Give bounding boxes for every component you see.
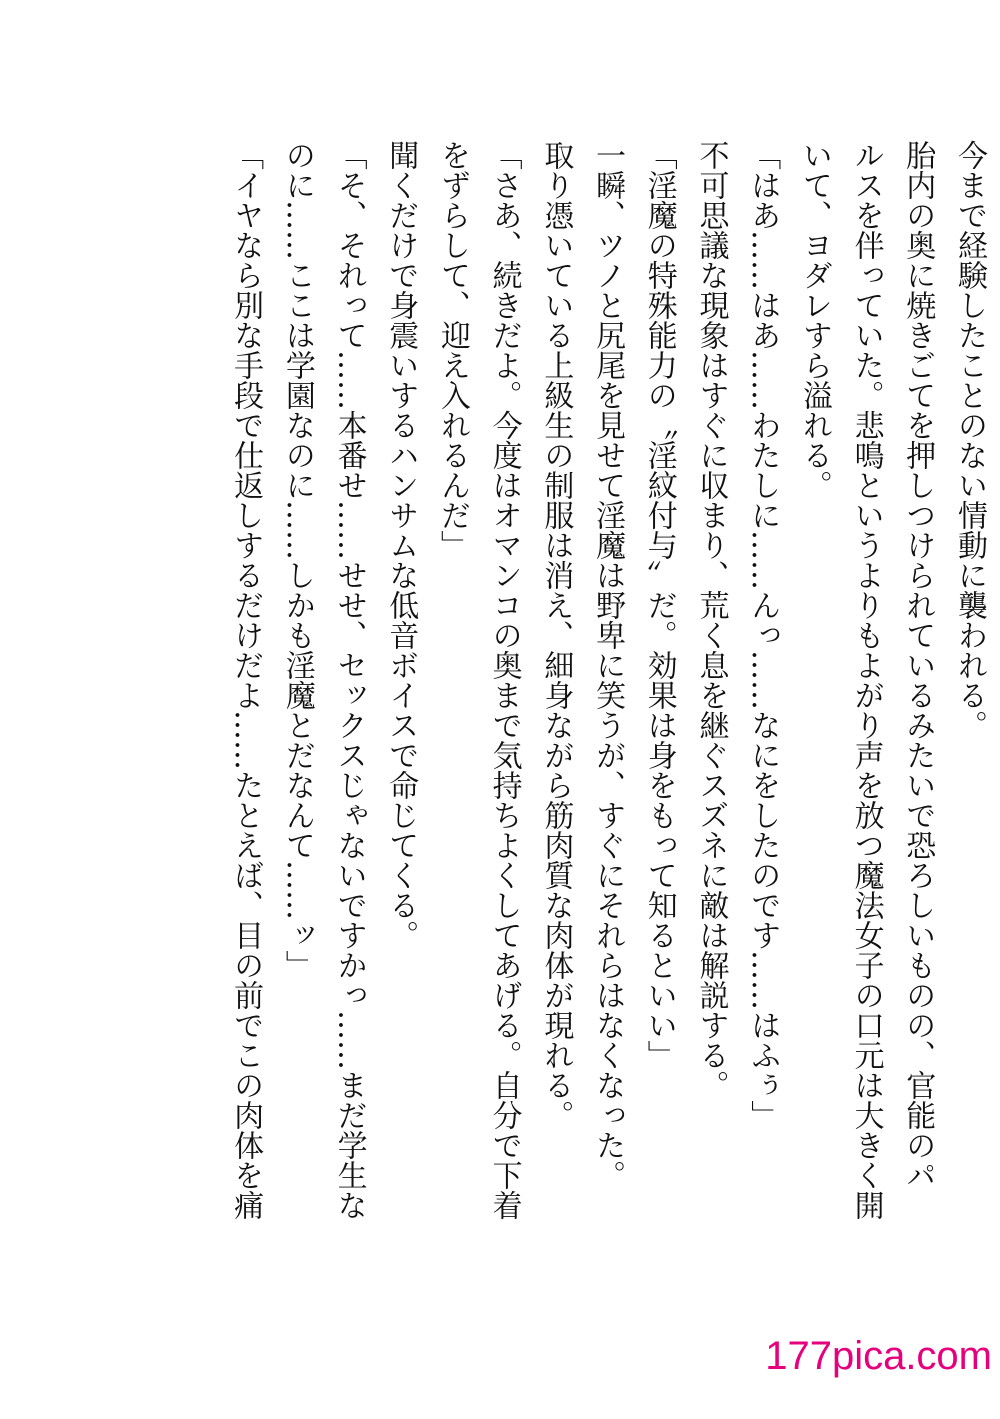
text-column-2: 胎内の奥に焼きごてを押しつけられているみたいで恐ろしいものの、官能のパ <box>900 140 936 1190</box>
text-column-5: 「はあ……はあ……わたしに……んっ……なにをしたのです……はふぅ」 <box>745 140 781 1130</box>
text-column-10: 「さあ、続きだよ。今度はオマンコの奥まで気持ちよくしてあげる。自分で下着 <box>486 140 522 1220</box>
text-column-12: 聞くだけで身震いするハンサムな低音ボイスで命じてくる。 <box>383 140 419 950</box>
text-column-9: 取り憑いている上級生の制服は消え、細身ながら筋肉質な肉体が現れる。 <box>538 140 574 1130</box>
text-column-7: 「淫魔の特殊能力の〝淫紋付与〟だ。効果は身をもって知るといい」 <box>641 140 677 1070</box>
text-column-6: 不可思議な現象はすぐに収まり、荒く息を継ぐスズネに敵は解説する。 <box>693 140 729 1100</box>
text-column-1: 今まで経験したことのない情動に襲われる。 <box>952 140 987 740</box>
text-column-14: のに……ここは学園なのに……しかも淫魔とだなんて……ッ」 <box>279 140 315 980</box>
text-column-3: ルスを伴っていた。悲鳴というよりもよがり声を放つ魔法女子の口元は大きく開 <box>848 140 884 1220</box>
text-column-11: をずらして、迎え入れるんだ」 <box>434 140 470 560</box>
text-column-15: 「イヤなら別な手段で仕返しするだけだよ……たとえば、目の前でこの肉体を痛 <box>228 140 264 1220</box>
vertical-text-body <box>219 140 995 1340</box>
text-column-4: いて、ヨダレすら溢れる。 <box>796 140 832 500</box>
site-watermark: 177pica.com <box>765 1334 992 1378</box>
text-column-13: 「そ、それって……本番せ……せせ、セックスじゃないですかっ……まだ学生な <box>331 140 367 1220</box>
text-column-8: 一瞬、ツノと尻尾を見せて淫魔は野卑に笑うが、すぐにそれらはなくなった。 <box>590 140 626 1190</box>
